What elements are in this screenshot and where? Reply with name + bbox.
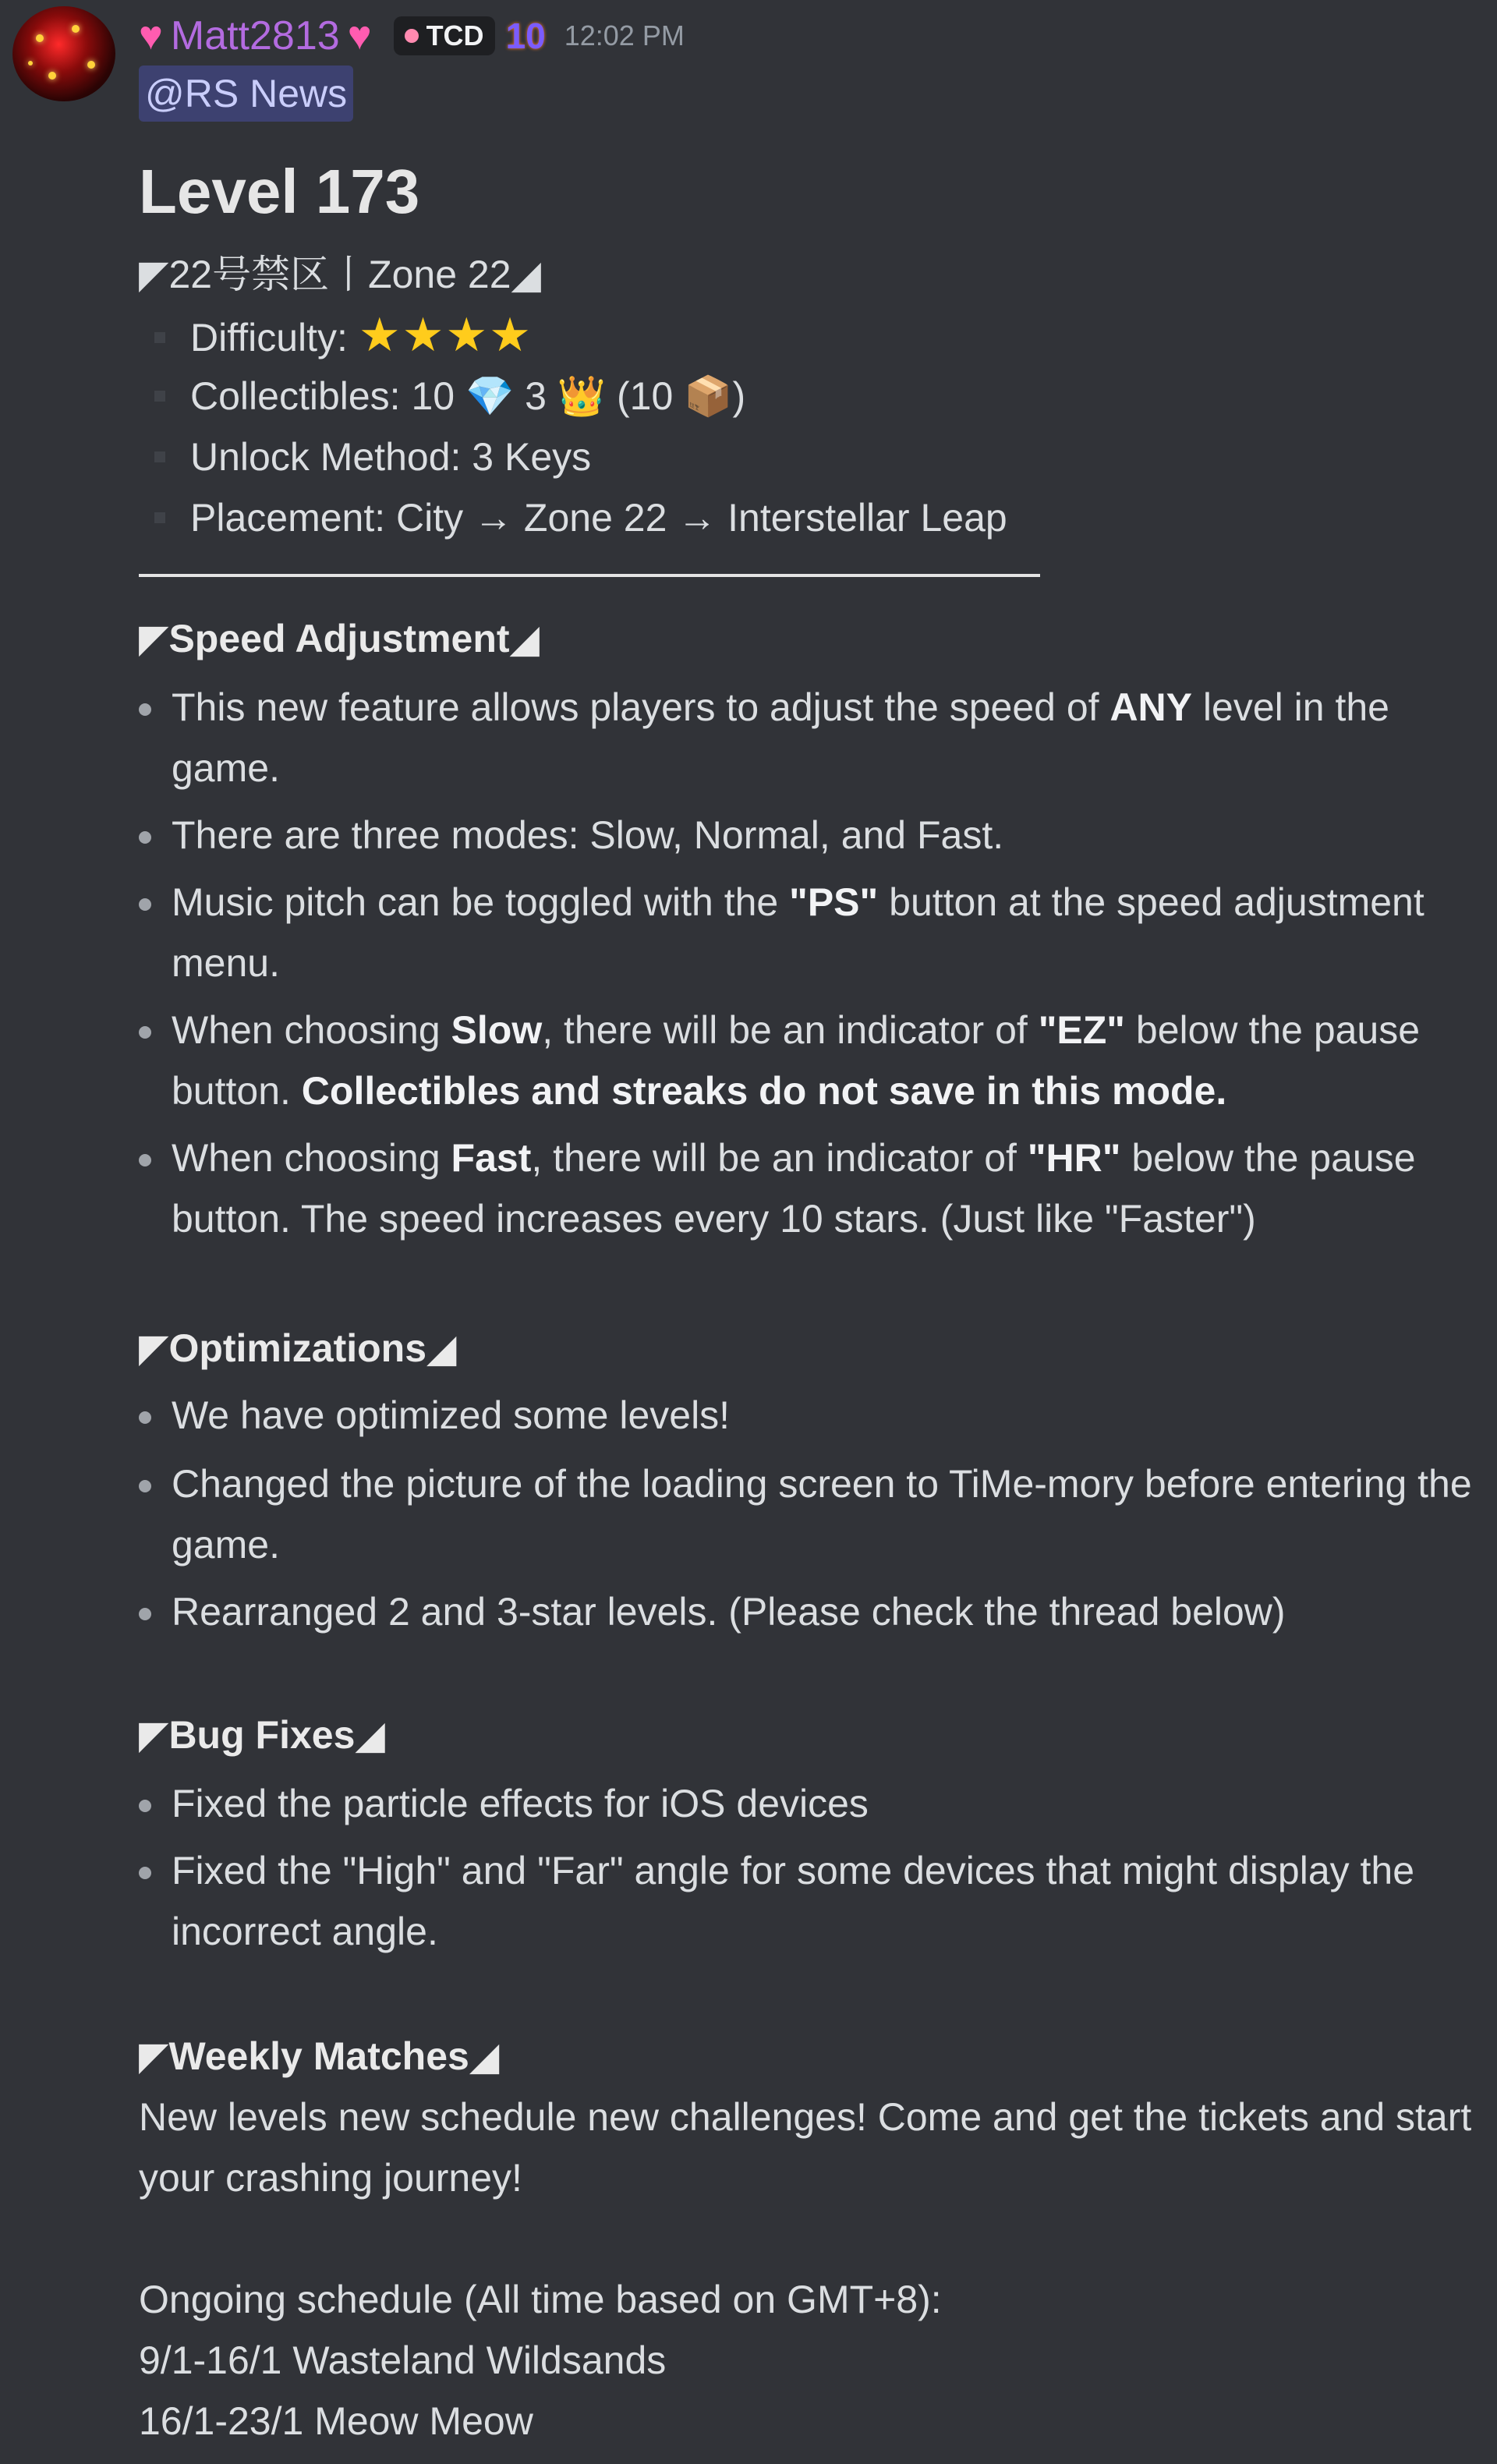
bullet-dot [139, 898, 151, 911]
text: button at the speed adjustment menu. [172, 880, 1424, 985]
zone-line: ◤22号禁区丨Zone 22◢ [139, 253, 541, 296]
text: When choosing [172, 1136, 451, 1180]
star-rating-icon: ★★★★ [358, 309, 533, 361]
section-heading-bug-fixes: ◤Bug Fixes◢ [139, 1713, 385, 1757]
text: Music pitch can be toggled with the [172, 880, 790, 924]
bold-text: "EZ" [1038, 1008, 1125, 1052]
unlock-row [139, 427, 591, 487]
message-header [139, 11, 685, 61]
text: We have optimized some levels! [172, 1393, 731, 1437]
bold-text: ANY [1109, 685, 1193, 729]
level-badge-icon: 10 [505, 16, 546, 56]
schedule-label: Ongoing schedule (All time based on GMT+8): [139, 2278, 942, 2321]
bullet-dot [139, 1411, 151, 1424]
text: There are three modes: Slow, Normal, and Fast. [172, 813, 1004, 857]
level-title: Level 173 [139, 157, 420, 226]
unlock-text: Unlock Method: 3 Keys [190, 435, 592, 479]
divider [139, 574, 1040, 577]
user-avatar[interactable] [12, 6, 115, 101]
box-icon: 📦 [684, 374, 733, 418]
bullet-dot [139, 1800, 151, 1812]
bullet-dot [139, 1867, 151, 1879]
weekly-intro: New levels new schedule new challenges! Come and get the tickets and start your crashing journey! [139, 2095, 1472, 2200]
text: Changed the picture of the loading screen to TiMe-mory before entering the game. [172, 1462, 1472, 1567]
collectibles-boxes-open: (10 [617, 374, 674, 418]
schedule-item: 16/1-23/1 Meow Meow [139, 2399, 533, 2443]
server-tag[interactable] [394, 16, 495, 55]
gem-icon: 💎 [465, 374, 515, 418]
text: below the pause button. [172, 1008, 1421, 1113]
bullet-dot [139, 1608, 151, 1620]
collectibles-boxes-close: ) [732, 374, 746, 418]
timestamp[interactable]: 12:02 PM [564, 19, 685, 51]
text: Fixed the "High" and "Far" angle for some devices that might display the incorrect angle. [172, 1849, 1415, 1953]
text: Rearranged 2 and 3-star levels. (Please check the thread below) [172, 1590, 1286, 1634]
bold-text: Slow [451, 1008, 543, 1052]
bullet-square [154, 332, 165, 343]
bullet-dot [139, 1480, 151, 1492]
bullet-dot [139, 703, 151, 716]
text: Fixed the particle effects for iOS devices [172, 1782, 869, 1825]
bullet-dot [139, 831, 151, 844]
section-heading-weekly-matches: ◤Weekly Matches◢ [139, 2034, 500, 2078]
text: below the pause button. The speed increases every 10 stars. (Just like "Faster") [172, 1136, 1416, 1241]
bold-text: Fast [451, 1136, 532, 1180]
bullet-dot [139, 1154, 151, 1167]
collectibles-label: Collectibles: 10 [190, 374, 455, 418]
pink-flower-icon [405, 29, 419, 43]
difficulty-row [139, 305, 533, 368]
placement-row [139, 487, 1007, 548]
server-tag-label: TCD [426, 19, 484, 51]
bullet-square [154, 391, 165, 402]
difficulty-label: Difficulty: [190, 316, 348, 359]
pink-heart-icon: ♥ [347, 13, 372, 58]
crown-icon: 👑 [557, 374, 607, 418]
pink-heart-icon: ♥ [139, 13, 163, 58]
schedule-item: 9/1-16/1 Wasteland Wildsands [139, 2338, 667, 2382]
username[interactable]: Matt2813 [170, 13, 340, 58]
bold-text: "PS" [789, 880, 879, 924]
bold-text: Collectibles and streaks do not save in this mode. [301, 1069, 1227, 1113]
collectibles-row [139, 366, 745, 427]
bullet-square [154, 451, 165, 462]
text: , there will be an indicator of [542, 1008, 1039, 1052]
text: , there will be an indicator of [531, 1136, 1028, 1180]
bullet-dot [139, 1026, 151, 1039]
placement-text: Placement: City → Zone 22 → Interstellar Leap [190, 496, 1007, 540]
section-heading-optimizations: ◤Optimizations◢ [139, 1326, 457, 1370]
role-mention[interactable]: @RS News [139, 65, 353, 122]
bullet-square [154, 512, 165, 523]
text: When choosing [172, 1008, 451, 1052]
section-heading-speed: ◤Speed Adjustment◢ [139, 617, 540, 660]
text: This new feature allows players to adjust the speed of [172, 685, 1110, 729]
collectibles-crowns: 3 [525, 374, 547, 418]
bold-text: "HR" [1027, 1136, 1121, 1180]
text: level in the game. [172, 685, 1389, 790]
